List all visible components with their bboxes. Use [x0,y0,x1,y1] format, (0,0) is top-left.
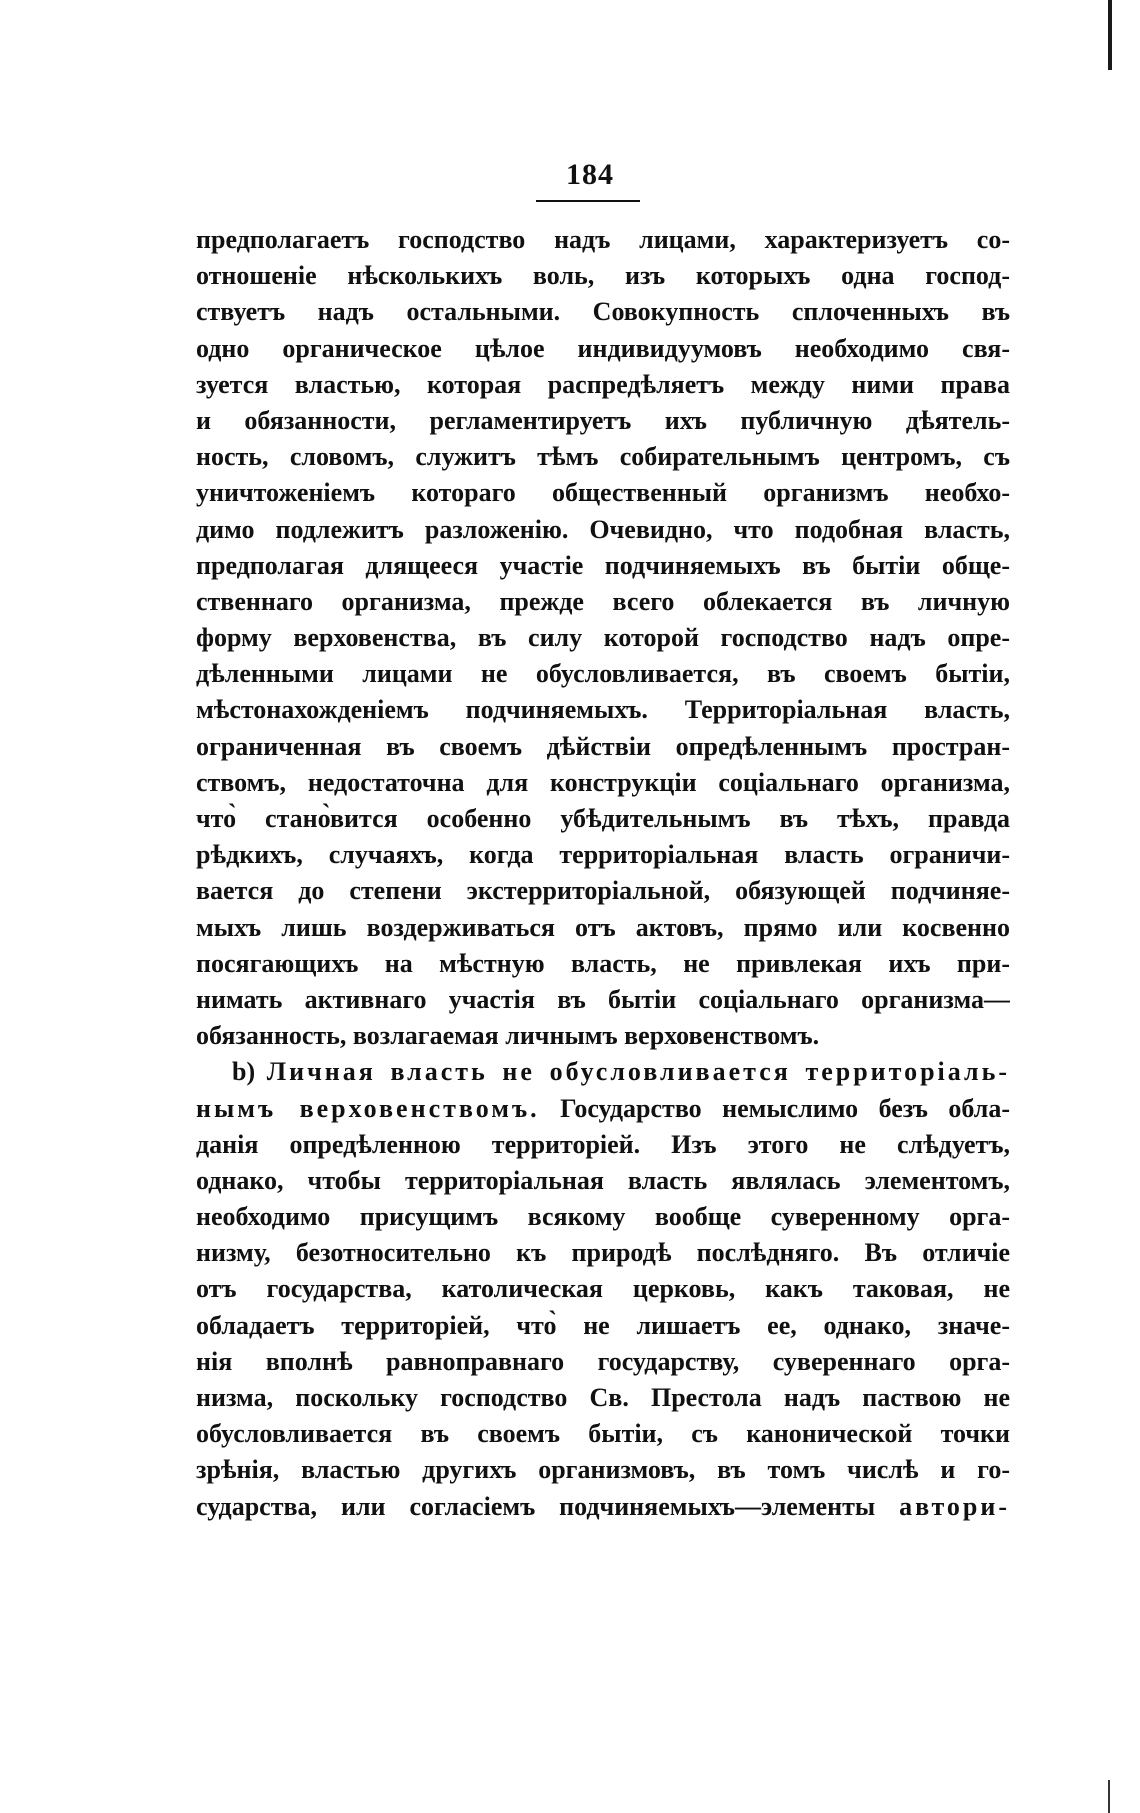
text-line: нимать активнаго участія въ бытіи соціальнаго организма— [196,984,1010,1014]
page-number: 184 [566,158,614,191]
text-line: димо подлежитъ разложенію. Очевидно, что подобная власть, [196,514,1010,544]
text-line: ствуетъ надъ остальными. Совокупность сплоченныхъ въ [196,297,1010,327]
section-heading-line [196,1054,1010,1090]
text-line: дѣленными лицами не обусловливается, въ своемъ бытіи, [196,659,1010,689]
text-line: форму верховенства, въ силу которой господство надъ опре- [196,623,1010,653]
text-line: посягающихъ на мѣстную власть, не привлекая ихъ при- [196,948,1010,978]
text-line: зуется властью, которая распредѣляетъ между ними права [196,369,1010,399]
text-line: обусловливается въ своемъ бытіи, съ канонической точки [196,1419,1010,1449]
text-line: ствомъ, недостаточна для конструкціи соціальнаго организма, [196,767,1010,797]
page-number-underline [536,200,640,202]
text-line [196,1091,1010,1127]
text-line: низма, поскольку господство Св. Престола надъ паствою не [196,1383,1010,1412]
text-segment: Государство немыслимо безъ обла- [560,1093,1010,1123]
text-line: мыхъ лишь воздерживаться отъ актовъ, прямо или косвенно [196,912,1010,942]
text-line: ственнаго организма, прежде всего облекается въ личную [196,586,1010,616]
text-line: что̀ стано̀вится особенно убѣдительнымъ въ тѣхъ, правда [196,804,1010,833]
text-line: одно органическое цѣлое индивидуумовъ необходимо свя- [196,333,1010,363]
text-line: необходимо присущимъ всякому вообще суверенному орга- [196,1202,1010,1232]
text-line: и обязанности, регламентируетъ ихъ публичную дѣятель- [196,405,1010,435]
text-segment-spaced: автори- [899,1491,1010,1521]
section-marker: b) [232,1057,256,1087]
section-heading: Личная власть не обусловливается территоріаль- [266,1057,1010,1087]
text-line: уничтоженіемъ котораго общественный организмъ необхо- [196,478,1010,508]
section-heading-continued: нымъ верховенствомъ. [196,1093,540,1123]
text-line: вается до степени экстерриторіальной, обязующей подчиняе- [196,876,1010,906]
text-line: обязанность, возлагаемая личнымъ верховенствомъ. [196,1021,820,1051]
scan-edge-mark-lower [1108,1780,1110,1813]
text-line: ность, словомъ, служитъ тѣмъ собирательнымъ центромъ, съ [196,442,1010,472]
text-line: низму, безотносительно къ природѣ послѣдняго. Въ отличіе [196,1238,1010,1268]
text-line: данія опредѣленною территоріей. Изъ этого не слѣдуетъ, [196,1129,1010,1159]
text-line: зрѣнія, властью другихъ организмовъ, въ томъ числѣ и го- [196,1455,1010,1485]
text-line: отъ государства, католическая церковь, какъ таковая, не [196,1274,1010,1304]
body-text [196,222,1010,1525]
paragraph-1 [196,222,1010,1054]
text-line [196,1489,1010,1525]
scan-edge-mark [1108,0,1112,70]
page-header [0,158,1140,192]
text-line: мѣстонахожденіемъ подчиняемыхъ. Территоріальная власть, [196,695,1010,725]
text-line: нія вполнѣ равноправнаго государству, сувереннаго орга- [196,1346,1010,1376]
text-line: рѣдкихъ, случаяхъ, когда территоріальная власть ограничи- [196,840,1010,870]
text-line: предполагая длящееся участіе подчиняемыхъ въ бытіи обще- [196,550,1010,580]
text-line: отношеніе нѣсколькихъ воль, изъ которыхъ одна господ- [196,261,1010,291]
text-line: ограниченная въ своемъ дѣйствіи опредѣленнымъ простран- [196,731,1010,761]
text-line: однако, чтобы территоріальная власть являлась элементомъ, [196,1165,1010,1195]
text-line: обладаетъ территоріей, что̀ не лишаетъ ее, однако, значе- [196,1310,1010,1340]
paragraph-2 [196,1054,1010,1524]
text-line: предполагаетъ господство надъ лицами, характеризуетъ со- [196,225,1010,254]
text-segment: сударства, или согласіемъ подчиняемыхъ—элементы [196,1491,876,1521]
